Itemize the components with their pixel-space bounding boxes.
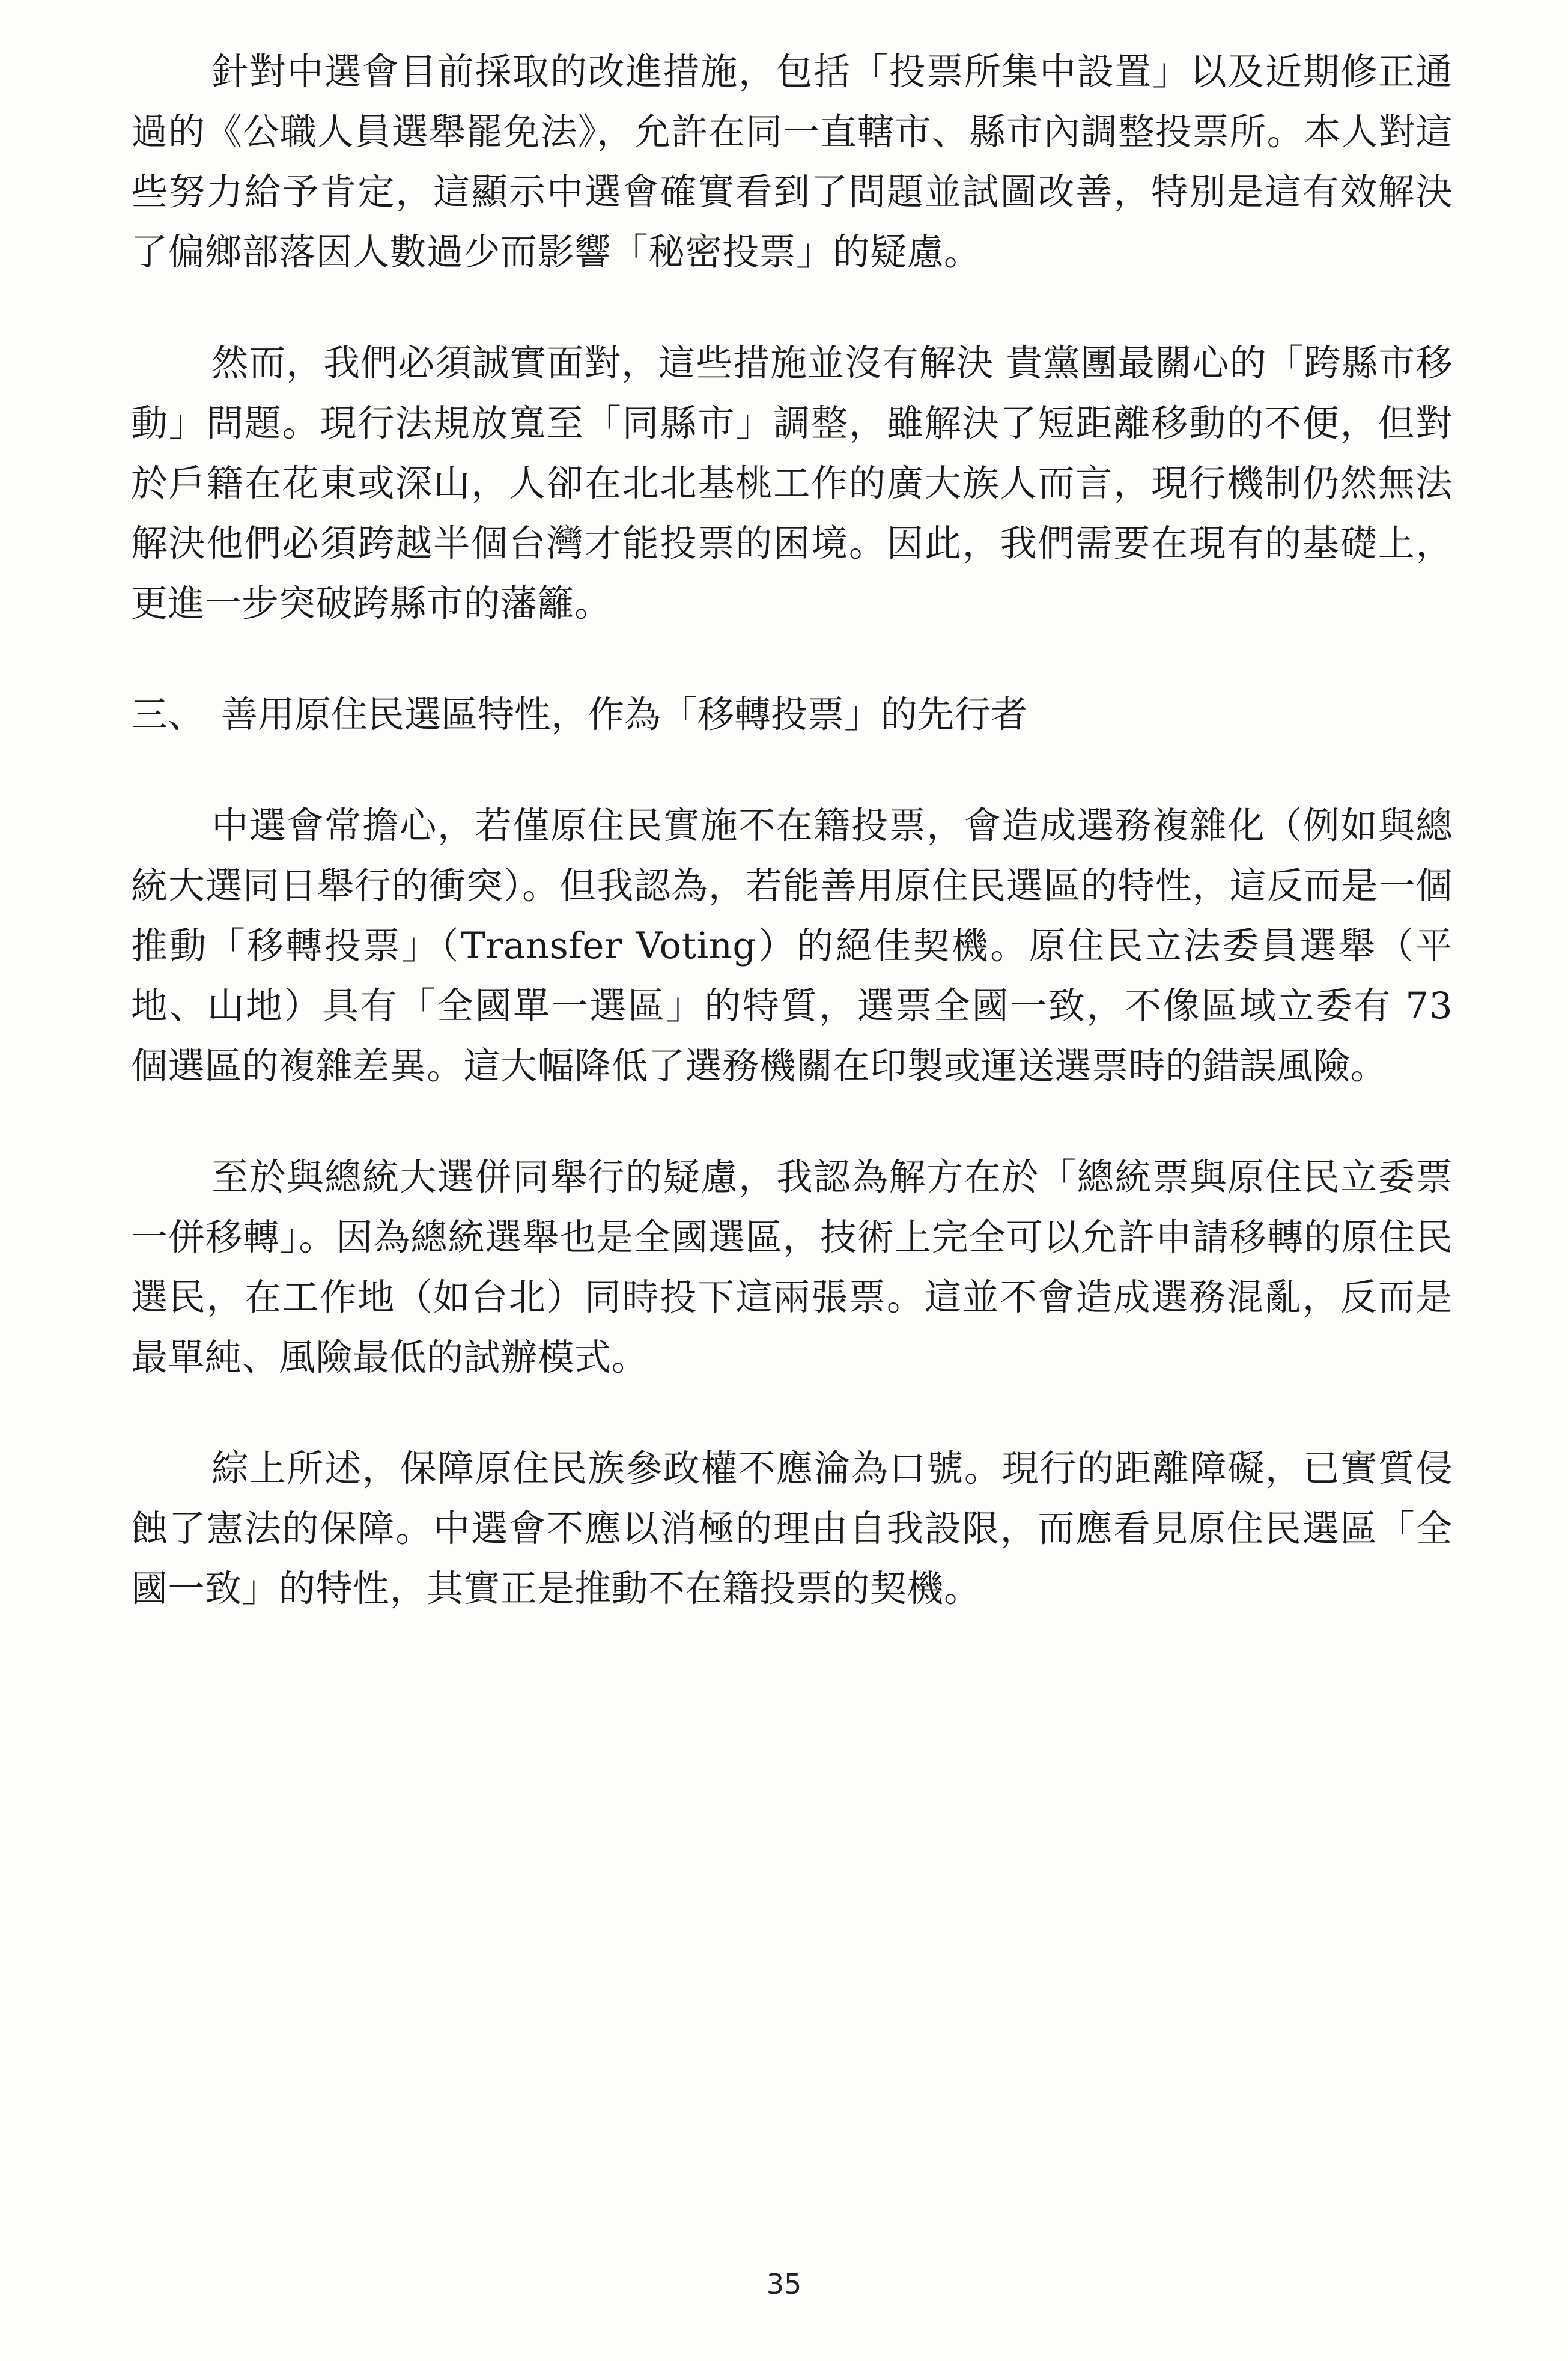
document-body xyxy=(131,42,1453,1670)
section-heading xyxy=(131,685,1453,745)
paragraph-improvement-measures: 針對中選會目前採取的改進措施，包括「投票所集中設置」以及近期修正通過的《公職人員選舉罷免法》，允許在同一直轄市、縣市內調整投票所。本人對這些努力給予肯定，這顯示中選會確實看到了問題並試圖改善，特別是這有效解決了偏鄉部落因人數過少而影響「秘密投票」的疑慮。 xyxy=(131,50,1453,273)
paragraph-cross-county-issue: 然而，我們必須誠實面對，這些措施並沒有解決 貴黨團最關心的「跨縣市移動」問題。現行法規放寬至「同縣市」調整，雖解決了短距離移動的不便，但對於戶籍在花東或深山，人卻在北北基桃工作的廣大族人而言，現行機制仍然無法解決他們必須跨越半個台灣才能投票的困境。因此，我們需要在現有的基礎上，更進一步突破跨縣市的藩籬。 xyxy=(131,342,1453,625)
section-number: 三、 xyxy=(131,693,205,736)
paragraph-transfer-voting: 中選會常擔心，若僅原住民實施不在籍投票，會造成選務複雜化（例如與總統大選同日舉行的衝突）。但我認為，若能善用原住民選區的特性，這反而是一個推動「移轉投票」（Transfer Voting）的絕佳契機。原住民立法委員選舉（平地、山地）具有「全國單一選區」的特質，選票全國一致，不像區域立委有 73 個選區的複雜差異。這大幅降低了選務機關在印製或運送選票時的錯誤風險。 xyxy=(131,804,1453,1087)
paragraph-conclusion: 綜上所述，保障原住民族參政權不應淪為口號。現行的距離障礙，已實質侵蝕了憲法的保障。中選會不應以消極的理由自我設限，而應看見原住民選區「全國一致」的特性，其實正是推動不在籍投票的契機。 xyxy=(131,1447,1453,1610)
section-title: 善用原住民選區特性，作為「移轉投票」的先行者 xyxy=(221,693,1028,736)
paragraph-presidential-election: 至於與總統大選併同舉行的疑慮，我認為解方在於「總統票與原住民立委票一併移轉」。因為總統選舉也是全國選區，技術上完全可以允許申請移轉的原住民選民，在工作地（如台北）同時投下這兩張票。這並不會造成選務混亂，反而是最單純、風險最低的試辦模式。 xyxy=(131,1156,1453,1379)
page-number: 35 xyxy=(766,2268,802,2300)
